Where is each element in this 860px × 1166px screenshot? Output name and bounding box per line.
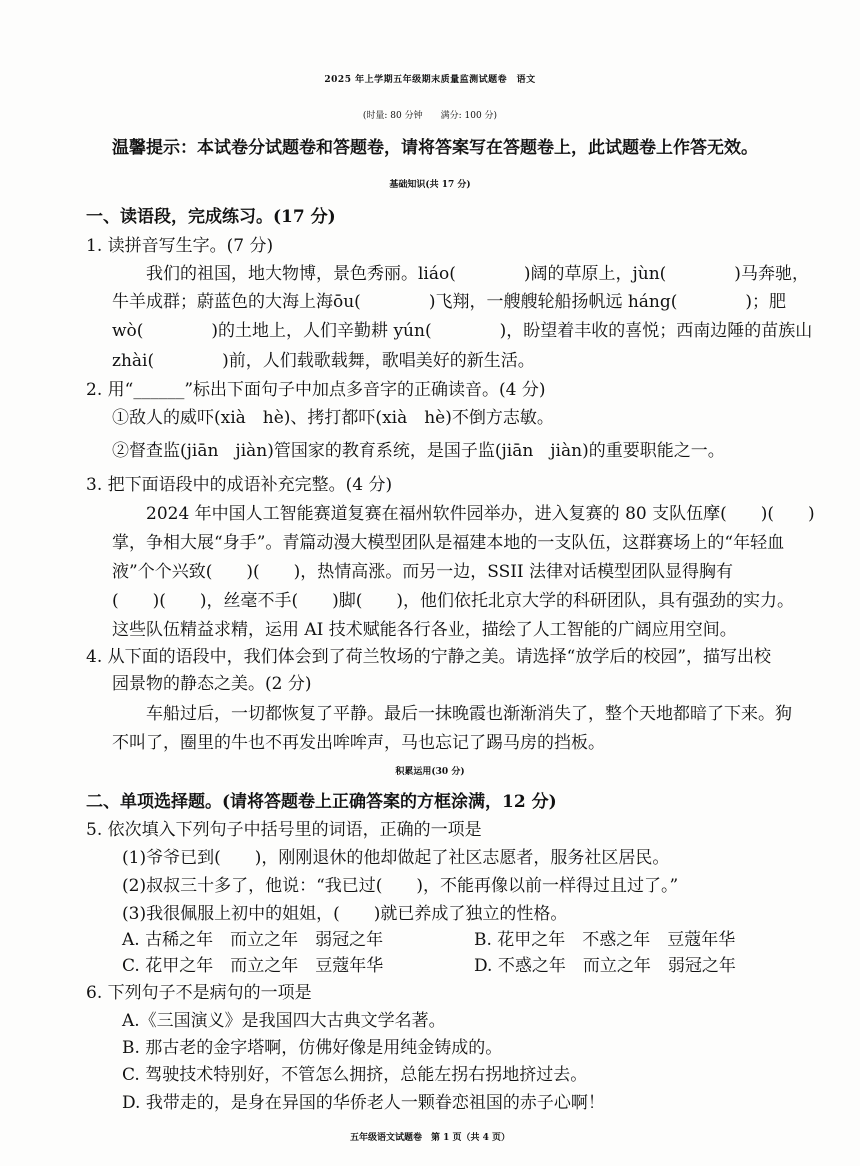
part2-heading: 二、单项选择题。(请将答题卷上正确答案的方框涂满，12 分) (86, 792, 557, 812)
q1-line-3: wò( )的土地上，人们辛勤耕 yún( )，盼望着丰收的喜悦；西南边陲的苗族山 (112, 321, 813, 341)
q3-line-1: 2024 年中国人工智能赛道复赛在福州软件园举办，进入复赛的 80 支队伍摩( )( ) (146, 504, 815, 524)
q2-line-1: ①敌人的威吓(xià hè)、拷打都吓(xià hè)不倒方志敏。 (112, 408, 554, 428)
q3-line-3: 液”个个兴致( )( )，热情高涨。而另一边，SSII 法律对话模型团队显得胸有 (112, 562, 734, 582)
part1-heading: 一、读语段，完成练习。(17 分) (86, 207, 336, 227)
q1-line-1: 我们的祖国，地大物博，景色秀丽。liáo( )阔的草原上，jùn( )马奔驰， (146, 264, 809, 284)
q6-title: 6. 下列句子不是病句的一项是 (86, 983, 312, 1003)
q2-line-2: ②督查监(jiān jiàn)管国家的教育系统，是国子监(jiān jiàn)的重要职能之一。 (112, 441, 725, 461)
q6-option-a: A.《三国演义》是我国四大古典文学名著。 (122, 1011, 446, 1031)
q2-title: 2. 用“______”标出下面句子中加点多音字的正确读音。(4 分) (86, 380, 546, 400)
q5-title: 5. 依次填入下列句子中括号里的词语，正确的一项是 (86, 820, 482, 840)
q4-title: 4. 从下面的语段中，我们体会到了荷兰牧场的宁静之美。请选择“放学后的校园”，描写出校 (86, 647, 772, 667)
section-accum-title: 积累运用(30 分) (395, 767, 465, 777)
q5-sentence-3: (3)我很佩服上初中的姐姐，( )就已养成了独立的性格。 (122, 904, 568, 924)
q1-line-2: 牛羊成群；蔚蓝色的大海上海ōu( )飞翔，一艘艘轮船扬帆远 háng( )；肥 (112, 292, 787, 312)
exam-title: 2025 年上学期五年级期末质量监测试题卷 语文 (324, 75, 536, 85)
q5-option-d: D. 不惑之年 而立之年 弱冠之年 (474, 956, 736, 976)
q3-title: 3. 把下面语段中的成语补充完整。(4 分) (86, 475, 393, 495)
section-basic-title: 基础知识(共 17 分) (389, 180, 471, 190)
exam-tip: 温馨提示：本试卷分试题卷和答题卷，请将答案写在答题卷上，此试题卷上作答无效。 (112, 138, 758, 158)
q4-title-cont: 园景物的静态之美。(2 分) (112, 674, 312, 694)
q6-option-b: B. 那古老的金字塔啊，仿佛好像是用纯金铸成的。 (122, 1038, 503, 1058)
q4-line-2: 不叫了，圈里的牛也不再发出哞哞声，马也忘记了踢马房的挡板。 (112, 733, 605, 753)
q1-title: 1. 读拼音写生字。(7 分) (86, 236, 274, 256)
exam-subtitle: (时量: 80 分钟 满分: 100 分) (362, 111, 498, 121)
q3-line-4: ( )( )，丝毫不手( )脚( )，他们依托北京大学的科研团队，具有强劲的实力。 (112, 591, 795, 611)
q4-line-1: 车船过后，一切都恢复了平静。最后一抹晚霞也渐渐消失了，整个天地都暗了下来。狗 (146, 704, 792, 724)
q6-option-c: C. 驾驶技术特别好，不管怎么拥挤，总能左拐右拐地挤过去。 (122, 1065, 588, 1085)
q6-option-d: D. 我带走的，是身在异国的华侨老人一颗眷恋祖国的赤子心啊！ (122, 1093, 605, 1113)
q5-option-a: A. 古稀之年 而立之年 弱冠之年 (122, 930, 384, 950)
page-footer: 五年级语文试题卷 第 1 页（共 4 页） (349, 1133, 511, 1143)
q3-line-5: 这些队伍精益求精，运用 AI 技术赋能各行各业，描绘了人工智能的广阔应用空间。 (112, 620, 737, 640)
q5-option-c: C. 花甲之年 而立之年 豆蔻年华 (122, 956, 384, 976)
q3-line-2: 掌，争相大展“身手”。青篇动漫大模型团队是福建本地的一支队伍，这群赛场上的“年轻血 (112, 533, 785, 553)
q5-sentence-1: (1)爷爷已到( )，刚刚退休的他却做起了社区志愿者，服务社区居民。 (122, 848, 670, 868)
q5-option-b: B. 花甲之年 不惑之年 豆蔻年华 (474, 930, 736, 950)
q5-sentence-2: (2)叔叔三十多了，他说：“我已过( )，不能再像以前一样得过且过了。” (122, 876, 679, 896)
q1-line-4: zhài( )前，人们载歌载舞，歌唱美好的新生活。 (112, 351, 535, 371)
